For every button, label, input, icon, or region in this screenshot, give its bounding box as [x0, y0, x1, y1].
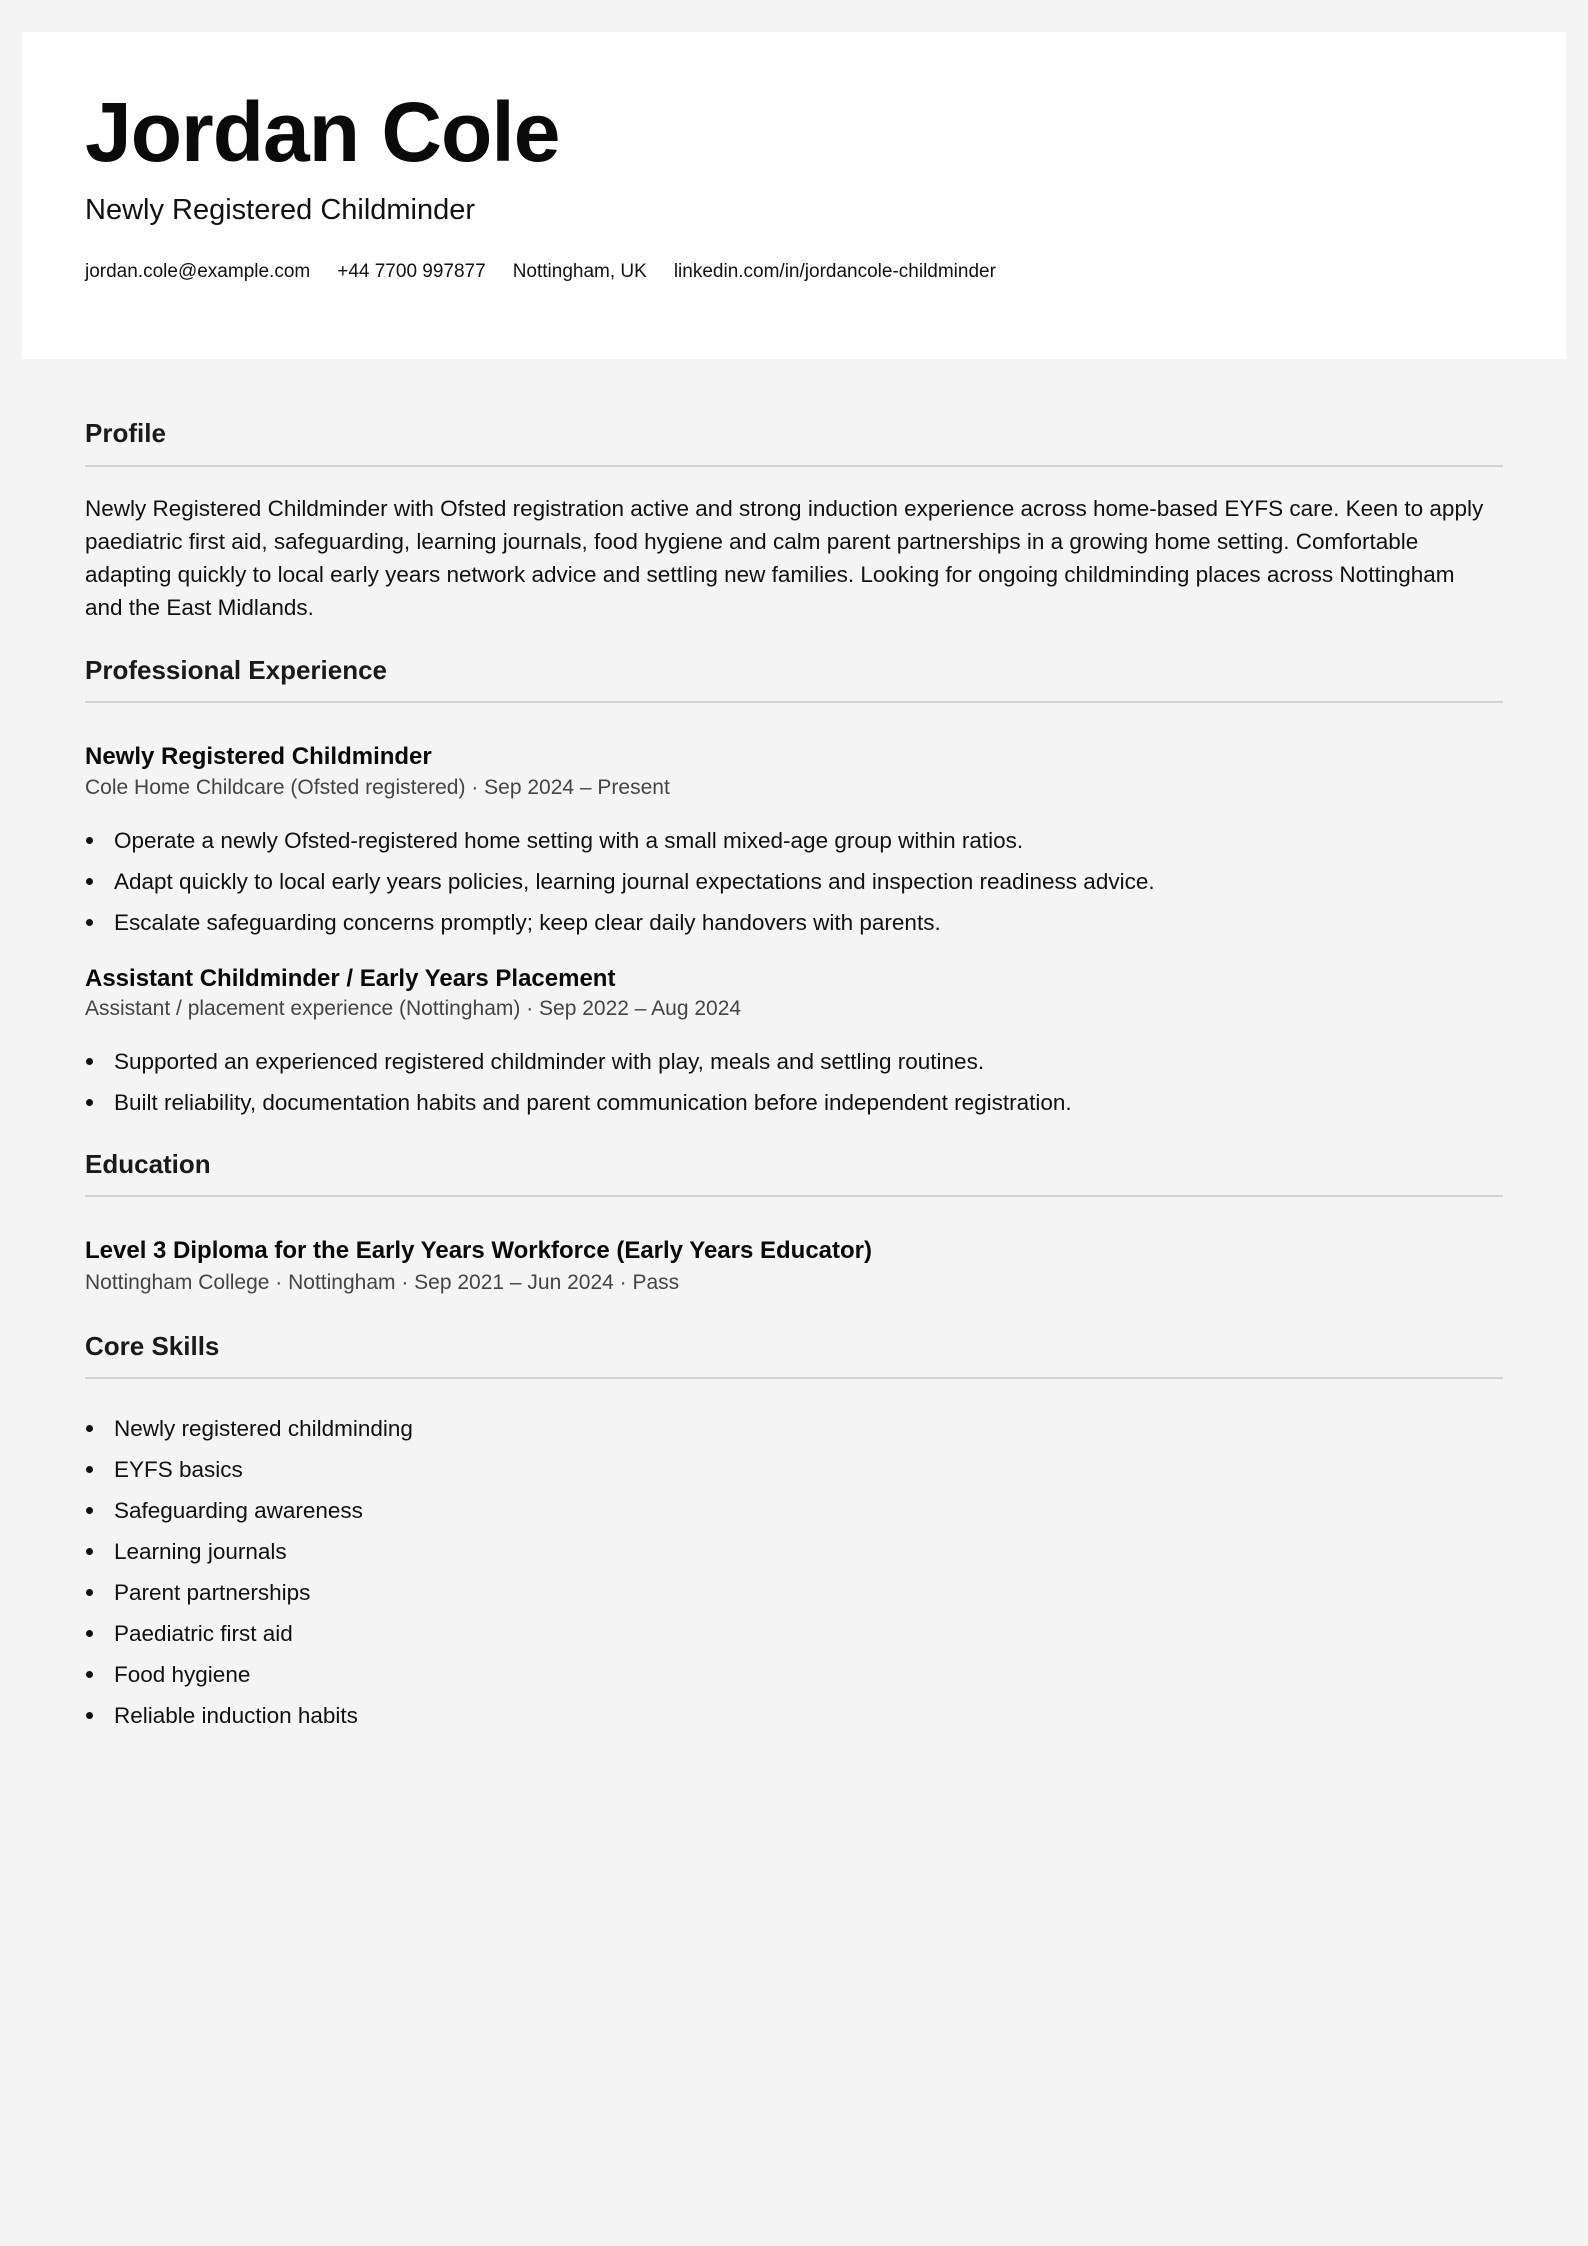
candidate-title: Newly Registered Childminder	[85, 194, 476, 226]
skill-item: Newly registered childminding	[85, 1408, 413, 1449]
list-item: Supported an experienced registered childminder with play, meals and settling routines.	[85, 1041, 1072, 1082]
skill-item: Parent partnerships	[85, 1572, 413, 1613]
job-title: Newly Registered Childminder	[85, 743, 432, 770]
skill-item: Reliable induction habits	[85, 1695, 413, 1736]
skill-item: Food hygiene	[85, 1654, 413, 1695]
list-item: Escalate safeguarding concerns promptly; keep clear daily handovers with parents.	[85, 902, 1155, 943]
section-heading-experience: Professional Experience	[85, 655, 388, 685]
list-item: Operate a newly Ofsted-registered home setting with a small mixed-age group within ratios.	[85, 820, 1155, 861]
job-title: Assistant Childminder / Early Years Placement	[85, 965, 616, 992]
contact-info	[85, 262, 1023, 281]
section-divider	[85, 465, 1503, 467]
skill-item: Safeguarding awareness	[85, 1490, 413, 1531]
skill-item: EYFS basics	[85, 1449, 413, 1490]
candidate-name: Jordan Cole	[85, 85, 560, 179]
section-heading-education: Education	[85, 1149, 211, 1179]
degree-title: Level 3 Diploma for the Early Years Workforce (Early Years Educator)	[85, 1237, 873, 1264]
job-bullets	[85, 820, 1155, 943]
contact-phone[interactable]: +44 7700 997877	[337, 261, 486, 282]
section-divider	[85, 701, 1503, 703]
contact-location: Nottingham, UK	[512, 261, 647, 282]
skill-item: Paediatric first aid	[85, 1613, 413, 1654]
section-divider	[85, 1377, 1503, 1379]
job-bullets	[85, 1041, 1072, 1123]
profile-summary: Newly Registered Childminder with Ofsted registration active and strong induction experience across home-based EYFS care. Keen to apply paediatric first aid, safeguarding, learning journals, food hygiene and calm parent partnerships in a growing home setting. Comfortable adapting quickly to local early years network advice and settling new families. Looking for ongoing childminding places across Nottingham and the East Midlands.	[85, 496, 1484, 620]
job-meta: Cole Home Childcare (Ofsted registered) · Sep 2024 – Present	[85, 776, 670, 799]
list-item: Adapt quickly to local early years policies, learning journal expectations and inspection readiness advice.	[85, 861, 1155, 902]
section-heading-profile: Profile	[85, 418, 166, 448]
resume-header	[22, 32, 1566, 359]
contact-email[interactable]: jordan.cole@example.com	[85, 261, 311, 282]
skills-list	[85, 1408, 413, 1736]
skill-item: Learning journals	[85, 1531, 413, 1572]
degree-meta: Nottingham College · Nottingham · Sep 2021 – Jun 2024 · Pass	[85, 1271, 680, 1294]
list-item: Built reliability, documentation habits and parent communication before independent registration.	[85, 1082, 1072, 1123]
section-divider	[85, 1195, 1503, 1197]
contact-linkedin[interactable]: linkedin.com/in/jordancole-childminder	[673, 261, 996, 282]
section-heading-skills: Core Skills	[85, 1331, 220, 1361]
job-meta: Assistant / placement experience (Nottingham) · Sep 2022 – Aug 2024	[85, 997, 742, 1020]
